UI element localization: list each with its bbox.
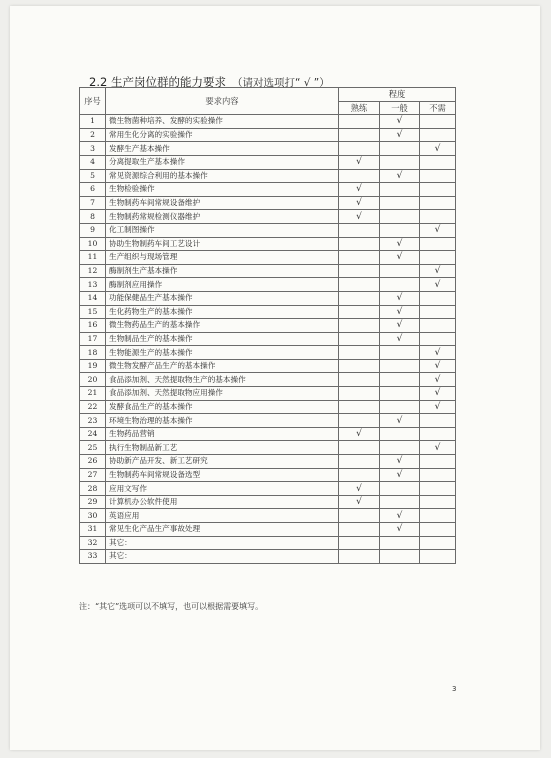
level-cell-unneeded <box>420 359 456 373</box>
table-row <box>80 427 456 441</box>
table-row <box>80 550 456 564</box>
row-content: 生物药品营销 <box>106 427 339 441</box>
level-cell-general <box>380 455 420 469</box>
check-mark: √ <box>396 456 403 467</box>
row-number: 6 <box>80 183 106 197</box>
level-cell-proficient <box>339 441 380 455</box>
table-row <box>80 441 456 455</box>
table-row <box>80 359 456 373</box>
row-number: 17 <box>80 332 106 346</box>
level-cell-unneeded <box>420 183 456 197</box>
table-row <box>80 210 456 224</box>
check-mark: √ <box>434 143 441 154</box>
table-row <box>80 237 456 251</box>
level-cell-unneeded <box>420 196 456 210</box>
table-row <box>80 495 456 509</box>
header-level-unneeded: 不需 <box>420 101 456 115</box>
table-row <box>80 183 456 197</box>
level-cell-general <box>380 115 420 129</box>
level-cell-general <box>380 183 420 197</box>
level-cell-general <box>380 128 420 142</box>
level-cell-general <box>380 346 420 360</box>
check-mark: √ <box>356 497 362 508</box>
row-number: 23 <box>80 414 106 428</box>
check-mark: √ <box>434 279 441 290</box>
level-cell-general <box>380 196 420 210</box>
table-row <box>80 414 456 428</box>
level-cell-unneeded <box>420 264 456 278</box>
level-cell-unneeded <box>420 142 456 156</box>
check-mark: √ <box>396 293 403 304</box>
row-number: 26 <box>80 455 106 469</box>
row-content: 微生物菌种培养、发酵的实验操作 <box>106 115 339 129</box>
level-cell-general <box>380 359 420 373</box>
section-title-text: 2.2 生产岗位群的能力要求 <box>89 75 226 89</box>
table-row <box>80 155 456 169</box>
table-row <box>80 523 456 537</box>
table-row <box>80 468 456 482</box>
table-row <box>80 346 456 360</box>
row-number: 12 <box>80 264 106 278</box>
level-cell-proficient <box>339 359 380 373</box>
row-content: 微生物发酵产品生产的基本操作 <box>106 359 339 373</box>
row-content: 生物制药常规检测仪器维护 <box>106 210 339 224</box>
section-title-hint: （请对选项打“ √ ”） <box>231 77 330 89</box>
row-number: 31 <box>80 523 106 537</box>
check-mark: √ <box>396 252 403 263</box>
header-no: 序号 <box>80 88 106 115</box>
level-cell-general <box>380 251 420 265</box>
row-content: 酶制剂生产基本操作 <box>106 264 339 278</box>
check-mark: √ <box>434 401 441 412</box>
level-cell-general <box>380 291 420 305</box>
row-number: 25 <box>80 441 106 455</box>
row-content: 常用生化分离的实验操作 <box>106 128 339 142</box>
table-row <box>80 509 456 523</box>
level-cell-proficient <box>339 332 380 346</box>
level-cell-general <box>380 495 420 509</box>
level-cell-unneeded <box>420 223 456 237</box>
row-number: 27 <box>80 468 106 482</box>
level-cell-unneeded <box>420 427 456 441</box>
row-number: 19 <box>80 359 106 373</box>
table-row <box>80 142 456 156</box>
level-cell-proficient <box>339 346 380 360</box>
level-cell-unneeded <box>420 346 456 360</box>
table-row <box>80 482 456 496</box>
row-content: 其它： <box>106 550 339 564</box>
check-mark: √ <box>356 198 362 209</box>
row-number: 29 <box>80 495 106 509</box>
level-cell-proficient <box>339 427 380 441</box>
header-level-proficient: 熟练 <box>339 101 380 115</box>
row-number: 8 <box>80 210 106 224</box>
check-mark: √ <box>396 130 403 141</box>
level-cell-proficient <box>339 468 380 482</box>
table-row <box>80 332 456 346</box>
table-body <box>80 115 456 564</box>
level-cell-proficient <box>339 495 380 509</box>
check-mark: √ <box>396 333 403 344</box>
table-row <box>80 387 456 401</box>
level-cell-proficient <box>339 264 380 278</box>
level-cell-proficient <box>339 291 380 305</box>
row-number: 11 <box>80 251 106 265</box>
table-row <box>80 536 456 550</box>
check-mark: √ <box>356 429 362 440</box>
header-level-general: 一般 <box>380 101 420 115</box>
level-cell-general <box>380 427 420 441</box>
row-content: 协助生物制药车间工艺设计 <box>106 237 339 251</box>
level-cell-unneeded <box>420 237 456 251</box>
row-number: 9 <box>80 223 106 237</box>
row-number: 15 <box>80 305 106 319</box>
row-content: 环境生物治理的基本操作 <box>106 414 339 428</box>
level-cell-general <box>380 278 420 292</box>
row-number: 4 <box>80 155 106 169</box>
level-cell-unneeded <box>420 468 456 482</box>
level-cell-unneeded <box>420 387 456 401</box>
row-content: 英语应用 <box>106 509 339 523</box>
row-number: 30 <box>80 509 106 523</box>
row-content: 生物制药车间常规设备维护 <box>106 196 339 210</box>
row-content: 应用文写作 <box>106 482 339 496</box>
row-content: 生物检验操作 <box>106 183 339 197</box>
row-number: 16 <box>80 319 106 333</box>
level-cell-unneeded <box>420 319 456 333</box>
row-number: 14 <box>80 291 106 305</box>
level-cell-unneeded <box>420 550 456 564</box>
table-row <box>80 291 456 305</box>
level-cell-general <box>380 332 420 346</box>
row-number: 20 <box>80 373 106 387</box>
row-number: 7 <box>80 196 106 210</box>
level-cell-proficient <box>339 319 380 333</box>
level-cell-general <box>380 264 420 278</box>
check-mark: √ <box>434 266 441 277</box>
row-content: 功能保健品生产基本操作 <box>106 291 339 305</box>
level-cell-general <box>380 373 420 387</box>
level-cell-proficient <box>339 550 380 564</box>
row-content: 常见资源综合利用的基本操作 <box>106 169 339 183</box>
level-cell-unneeded <box>420 278 456 292</box>
level-cell-proficient <box>339 414 380 428</box>
level-cell-proficient <box>339 115 380 129</box>
table-row <box>80 305 456 319</box>
level-cell-general <box>380 223 420 237</box>
row-content: 发酵食品生产的基本操作 <box>106 400 339 414</box>
level-cell-general <box>380 414 420 428</box>
check-mark: √ <box>356 211 362 222</box>
level-cell-unneeded <box>420 414 456 428</box>
level-cell-proficient <box>339 142 380 156</box>
row-number: 21 <box>80 387 106 401</box>
level-cell-general <box>380 441 420 455</box>
row-content: 发酵生产基本操作 <box>106 142 339 156</box>
level-cell-unneeded <box>420 128 456 142</box>
row-content: 生化药物生产的基本操作 <box>106 305 339 319</box>
check-mark: √ <box>396 510 403 521</box>
requirements-table <box>79 87 456 564</box>
row-content: 酶制剂应用操作 <box>106 278 339 292</box>
level-cell-general <box>380 305 420 319</box>
level-cell-unneeded <box>420 115 456 129</box>
level-cell-unneeded <box>420 332 456 346</box>
level-cell-general <box>380 523 420 537</box>
row-number: 5 <box>80 169 106 183</box>
table-row <box>80 223 456 237</box>
level-cell-proficient <box>339 210 380 224</box>
level-cell-unneeded <box>420 210 456 224</box>
check-mark: √ <box>434 374 441 385</box>
level-cell-proficient <box>339 237 380 251</box>
check-mark: √ <box>396 170 403 181</box>
header-level: 程度 <box>339 88 456 102</box>
row-content: 计算机办公软件使用 <box>106 495 339 509</box>
level-cell-general <box>380 237 420 251</box>
level-cell-proficient <box>339 523 380 537</box>
level-cell-proficient <box>339 387 380 401</box>
table-row <box>80 278 456 292</box>
level-cell-unneeded <box>420 400 456 414</box>
row-content: 生物制药车间常规设备选型 <box>106 468 339 482</box>
level-cell-general <box>380 210 420 224</box>
table-row <box>80 400 456 414</box>
check-mark: √ <box>434 442 441 453</box>
level-cell-proficient <box>339 482 380 496</box>
level-cell-general <box>380 550 420 564</box>
level-cell-unneeded <box>420 495 456 509</box>
check-mark: √ <box>396 238 403 249</box>
table-row <box>80 128 456 142</box>
check-mark: √ <box>396 116 403 127</box>
check-mark: √ <box>396 415 403 426</box>
table-row <box>80 455 456 469</box>
level-cell-unneeded <box>420 455 456 469</box>
check-mark: √ <box>396 469 403 480</box>
level-cell-general <box>380 387 420 401</box>
level-cell-unneeded <box>420 373 456 387</box>
row-number: 2 <box>80 128 106 142</box>
table-header-row <box>80 88 456 102</box>
level-cell-general <box>380 482 420 496</box>
row-number: 18 <box>80 346 106 360</box>
row-number: 22 <box>80 400 106 414</box>
check-mark: √ <box>356 184 362 195</box>
row-content: 其它： <box>106 536 339 550</box>
level-cell-unneeded <box>420 441 456 455</box>
level-cell-unneeded <box>420 169 456 183</box>
table-row <box>80 319 456 333</box>
table-row <box>80 373 456 387</box>
table-row <box>80 251 456 265</box>
level-cell-unneeded <box>420 523 456 537</box>
row-number: 3 <box>80 142 106 156</box>
row-number: 33 <box>80 550 106 564</box>
level-cell-proficient <box>339 536 380 550</box>
row-content: 微生物药品生产的基本操作 <box>106 319 339 333</box>
table-row <box>80 196 456 210</box>
level-cell-general <box>380 509 420 523</box>
row-content: 生产组织与现场管理 <box>106 251 339 265</box>
level-cell-proficient <box>339 251 380 265</box>
row-content: 生物能源生产的基本操作 <box>106 346 339 360</box>
row-content: 食品添加剂、天然提取物生产的基本操作 <box>106 373 339 387</box>
check-mark: √ <box>434 225 441 236</box>
row-number: 28 <box>80 482 106 496</box>
table-row <box>80 115 456 129</box>
row-number: 1 <box>80 115 106 129</box>
row-number: 10 <box>80 237 106 251</box>
level-cell-unneeded <box>420 251 456 265</box>
level-cell-proficient <box>339 305 380 319</box>
header-content: 要求内容 <box>106 88 339 115</box>
check-mark: √ <box>356 157 362 168</box>
level-cell-proficient <box>339 128 380 142</box>
level-cell-proficient <box>339 196 380 210</box>
check-mark: √ <box>356 483 362 494</box>
level-cell-proficient <box>339 169 380 183</box>
table-row <box>80 169 456 183</box>
row-content: 协助新产品开发、新工艺研究 <box>106 455 339 469</box>
row-number: 13 <box>80 278 106 292</box>
row-content: 生物制品生产的基本操作 <box>106 332 339 346</box>
level-cell-unneeded <box>420 482 456 496</box>
level-cell-unneeded <box>420 155 456 169</box>
check-mark: √ <box>396 524 403 535</box>
page-number: 3 <box>452 685 457 693</box>
row-content: 执行生物制品新工艺 <box>106 441 339 455</box>
row-content: 分离提取生产基本操作 <box>106 155 339 169</box>
check-mark: √ <box>396 320 403 331</box>
level-cell-proficient <box>339 183 380 197</box>
level-cell-unneeded <box>420 509 456 523</box>
check-mark: √ <box>434 361 441 372</box>
row-content: 化工制图操作 <box>106 223 339 237</box>
check-mark: √ <box>434 388 441 399</box>
level-cell-unneeded <box>420 305 456 319</box>
level-cell-general <box>380 142 420 156</box>
level-cell-proficient <box>339 509 380 523</box>
level-cell-general <box>380 468 420 482</box>
level-cell-general <box>380 155 420 169</box>
level-cell-general <box>380 536 420 550</box>
level-cell-unneeded <box>420 536 456 550</box>
level-cell-general <box>380 400 420 414</box>
check-mark: √ <box>396 306 403 317</box>
row-content: 常见生化产品生产事故处理 <box>106 523 339 537</box>
footnote: 注：“其它”选项可以不填写，也可以根据需要填写。 <box>79 602 264 611</box>
level-cell-unneeded <box>420 291 456 305</box>
level-cell-proficient <box>339 223 380 237</box>
level-cell-proficient <box>339 155 380 169</box>
row-content: 食品添加剂、天然提取物应用操作 <box>106 387 339 401</box>
level-cell-general <box>380 169 420 183</box>
level-cell-general <box>380 319 420 333</box>
check-mark: √ <box>434 347 441 358</box>
row-number: 24 <box>80 427 106 441</box>
level-cell-proficient <box>339 400 380 414</box>
level-cell-proficient <box>339 373 380 387</box>
table-row <box>80 264 456 278</box>
level-cell-proficient <box>339 455 380 469</box>
level-cell-proficient <box>339 278 380 292</box>
row-number: 32 <box>80 536 106 550</box>
